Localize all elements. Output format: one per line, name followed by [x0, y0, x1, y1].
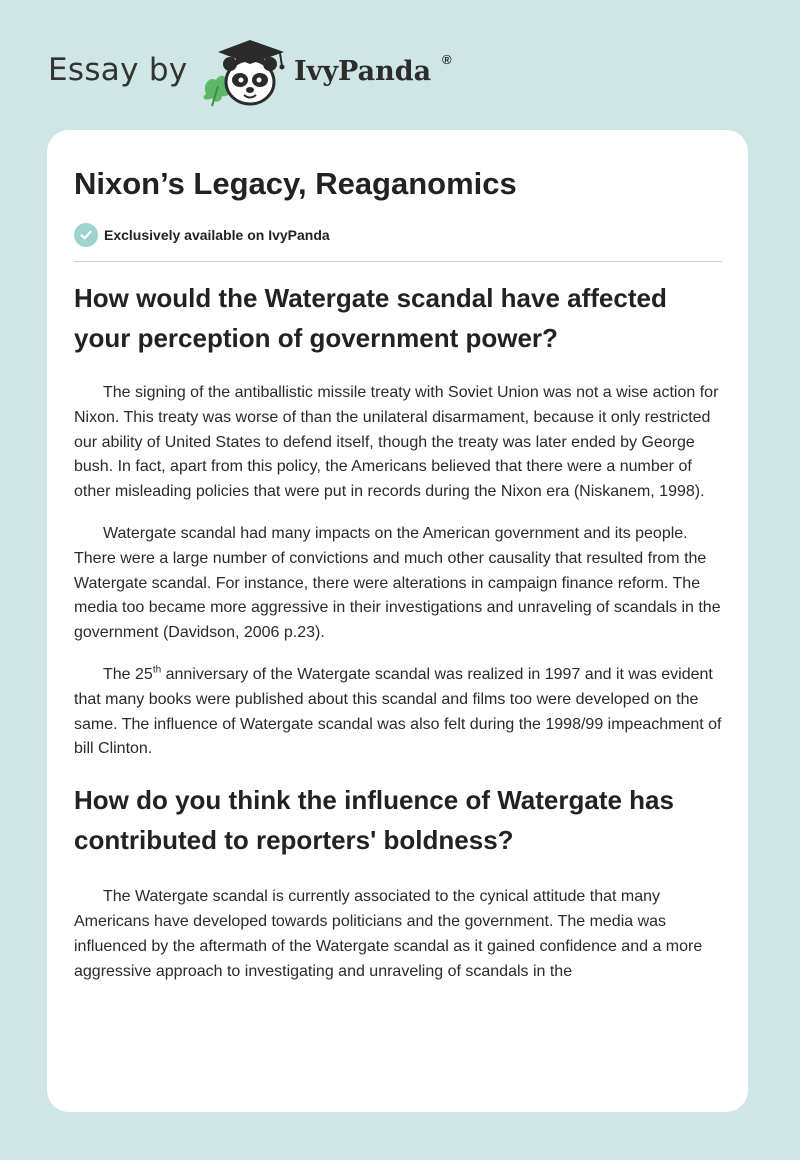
registered-mark: ® — [442, 52, 452, 67]
ordinal-suffix: th — [152, 664, 162, 676]
paragraph-4: The Watergate scandal is currently associated to the cynical attitude that many Americans have developed towards politicians and the government. The media was influenced by the aftermath of the Watergate scandal as it gained confidence and a more aggressive approach to investigating and unraveling of scandals in the — [74, 888, 703, 980]
check-circle-icon — [74, 223, 98, 247]
panda-graduate-icon[interactable] — [200, 36, 292, 108]
divider — [74, 261, 722, 262]
essay-by-label: Essay by — [48, 52, 188, 88]
section-heading-2: How do you think the influence of Watergate has contributed to reporters' boldness? — [74, 785, 674, 856]
paragraph-2: Watergate scandal had many impacts on the American government and its people. There were a large number of convictions and much other causality that resulted from the Watergate scandal. For instance, there were alterations in campaign finance reform. The media too became more aggressive in their investigations and unraveling of scandals in the government (Davidson, 2006 p.23). — [74, 524, 721, 642]
essay-title: Nixon’s Legacy, Reaganomics — [74, 166, 517, 201]
exclusive-badge — [74, 222, 330, 248]
essay-body — [74, 278, 724, 984]
section-heading-1: How would the Watergate scandal have affected your perception of government power? — [74, 283, 667, 353]
paragraph-3-rest: anniversary of the Watergate scandal was realized in 1997 and it was evident that many books were published about this scandal and films too were developed on the same. The influence of Watergate scandal was also felt during the 1998/99 impeachment of bill Clinton. — [74, 665, 722, 758]
brand-name[interactable]: IvyPanda — [294, 56, 432, 87]
essay-card — [47, 130, 748, 1112]
paragraph-3 — [74, 663, 724, 762]
paragraph-1: The signing of the antiballistic missile treaty with Soviet Union was not a wise action for Nixon. This treaty was worse of than the unilateral disarmament, because it only restricted our ability of United States to defend itself, though the treaty was later ended by George bush. In fact, apart from this policy, the Americans believed that there were a number of other misleading policies that were put in records during the Nixon era (Niskanem, 1998). — [74, 384, 719, 501]
site-header — [0, 0, 800, 120]
paragraph-3-start: The 25 — [103, 665, 153, 683]
exclusive-badge-label: Exclusively available on IvyPanda — [104, 227, 330, 243]
